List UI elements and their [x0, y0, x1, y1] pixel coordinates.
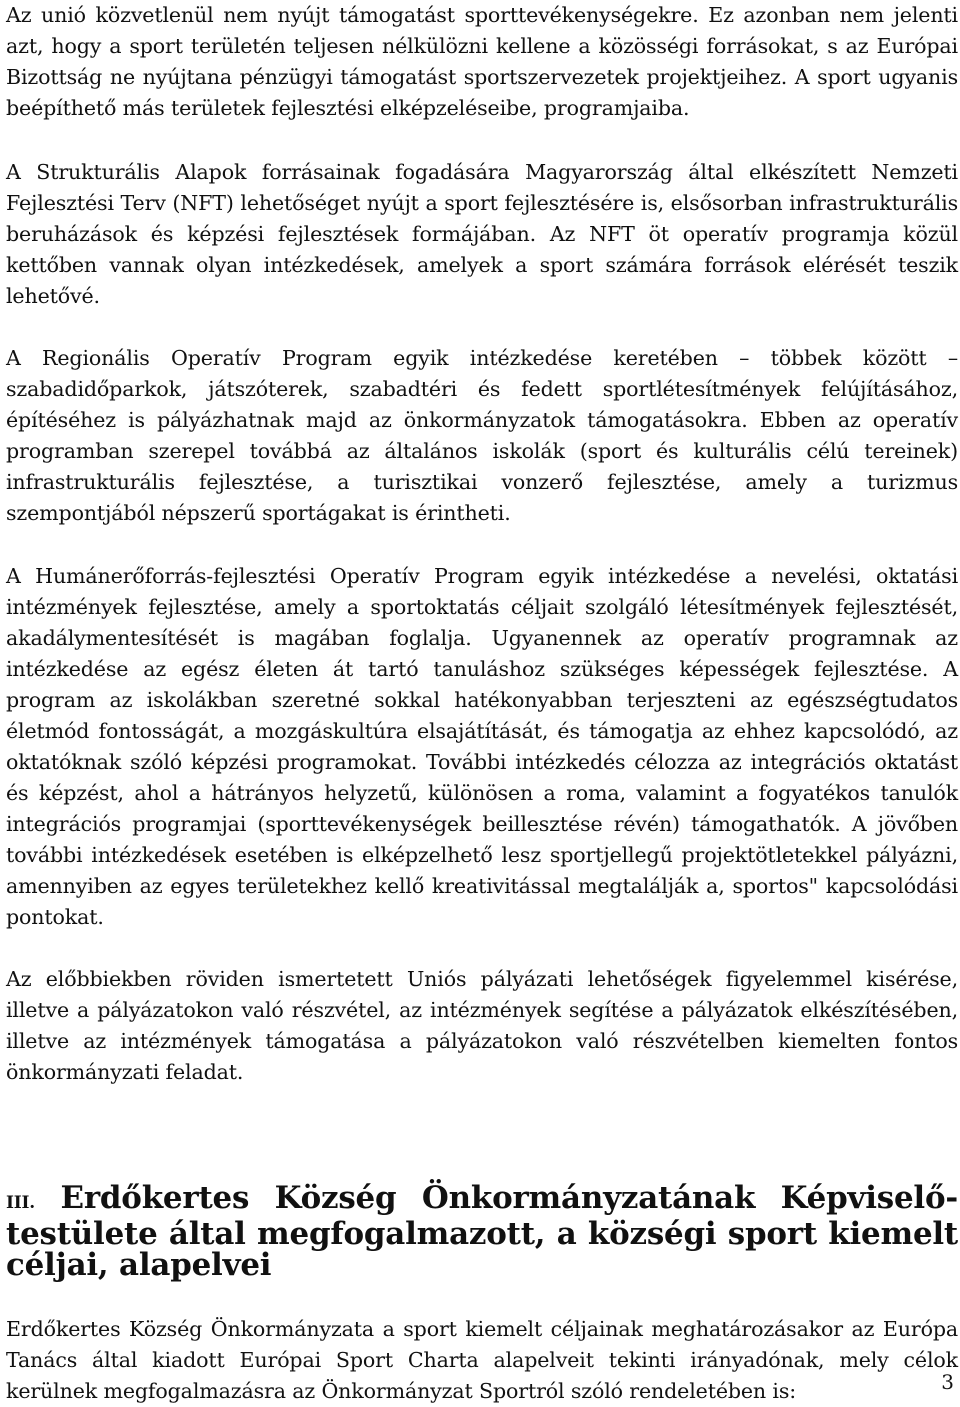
paragraph-sport-charter: Erdőkertes Község Önkormányzata a sport kiemelt céljainak meghatározásakor az Európa Tanács által kiadott Európai Sport Charta alapelveit tekinti irányadónak, mely célok kerülnek megfogalmazásra az Önkormányzat Sportról szóló rendeletében is: — [6, 1317, 958, 1403]
paragraph-eu-support: Az unió közvetlenül nem nyújt támogatást sporttevékenységekre. Ez azonban nem jelenti azt, hogy a sport területén teljesen nélkülözni kellene a közösségi forrásokat, s az Európai Bizottság ne nyújtana pénzügyi támogatást sportszervezetek projektjeihez. A sport ugyanis beépíthető más területek fejlesztési elképzeléseibe, programjaiba. — [6, 3, 958, 120]
section-heading — [6, 1180, 958, 1283]
page-number: 3 — [941, 1370, 954, 1394]
paragraph-nft: A Strukturális Alapok forrásainak fogadására Magyarország által elkészített Nemzeti Fejlesztési Terv (NFT) lehetőséget nyújt a sport fejlesztésére is, elsősorban infrastrukturális beruházások és képzési fejlesztések formájában. Az NFT öt operatív programja közül kettőben vannak olyan intézkedések, amelyek a sport számára források elérését teszik lehetővé. — [6, 160, 958, 308]
section-number: III. — [6, 1193, 35, 1213]
paragraph-human-resources-program: A Humánerőforrás-fejlesztési Operatív Program egyik intézkedése a nevelési, oktatási intézmények fejlesztése, amely a sportoktatás céljait szolgáló létesítmények fejlesztését, akadálymentesítését is magában foglalja. Ugyanennek az operatív programnak az intézkedése az egész életen át tartó tanuláshoz szükséges képességek fejlesztése. A program az iskolákban szeretné sokkal hatékonyabban terjeszteni az egészségtudatos életmód fontosságát, a mozgáskultúra elsajátítását, és támogatja az ehhez kapcsolódó, az oktatóknak szóló képzési programokat. További intézkedés célozza az integrációs oktatást és képzést, ahol a hátrányos helyzetű, különösen a roma, valamint a fogyatékos tanulók integrációs programjai (sporttevékenységek beillesztése révén) támogathatók. A jövőben további intézkedések esetében is elképzelhető lesz sportjellegű projektötletekkel pályázni, amennyiben az egyes területekhez kellő kreativitással megtalálják a, sportos" kapcsolódási pontokat. — [6, 564, 958, 929]
paragraph-regional-program: A Regionális Operatív Program egyik intézkedése keretében – többek között – szabadidőparkok, játszóterek, szabadtéri és fedett sportlétesítmények felújításához, építéséhez is pályázhatnak majd az önkormányzatok támogatásokra. Ebben az operatív programban szerepel továbbá az általános iskolák (sport és kulturális célú tereinek) infrastrukturális fejlesztése, a turisztikai vonzerő fejlesztése, amely a turizmus szempontjából népszerű sportágakat is érintheti. — [6, 346, 958, 525]
section-title: Erdőkertes Község Önkormányzatának Képviselő-testülete által megfogalmazott, a községi sport kiemelt céljai, alapelvei — [6, 1180, 958, 1283]
document-page — [6, 0, 958, 1407]
paragraph-municipal-task: Az előbbiekben röviden ismertetett Uniós pályázati lehetőségek figyelemmel kisérése, illetve a pályázatokon való részvétel, az intézmények segítése a pályázatok elkészítésében, illetve az intézmények támogatása a pályázatokon való részvételben kiemelten fontos önkormányzati feladat. — [6, 967, 958, 1084]
